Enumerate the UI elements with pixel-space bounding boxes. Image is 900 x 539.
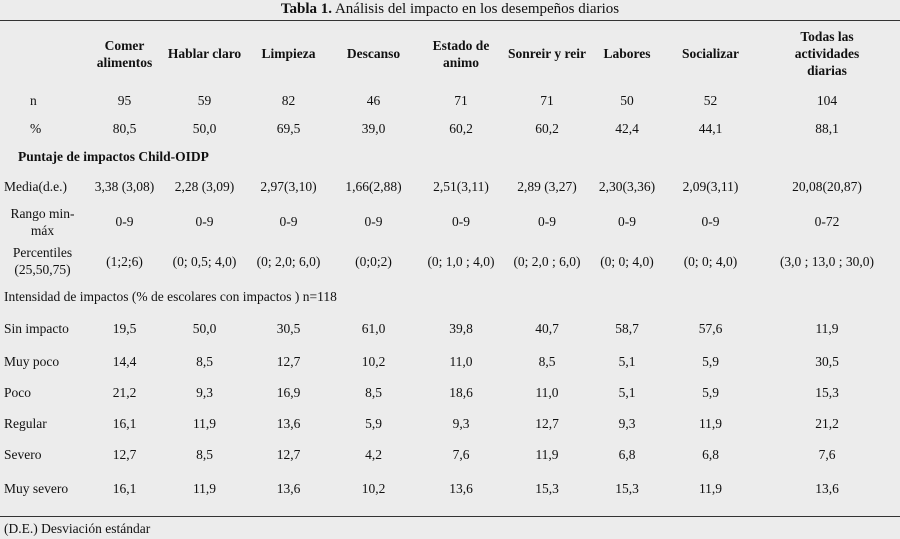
table-cell: 0-72 bbox=[814, 214, 840, 229]
table-title bbox=[0, 0, 900, 19]
table-cell: 16,1 bbox=[112, 480, 137, 496]
header-cell: Descanso bbox=[346, 46, 401, 61]
table-cell: 2,97(3,10) bbox=[260, 179, 317, 194]
row-label: n bbox=[30, 92, 37, 108]
table-cell: 12,7 bbox=[535, 416, 559, 431]
table-cell: (0; 2,0; 6,0) bbox=[256, 253, 321, 269]
table-cell: 13,6 bbox=[276, 480, 301, 496]
row-label: Severo bbox=[4, 447, 42, 462]
table-cell: 5,9 bbox=[365, 416, 382, 431]
table-cell: 2,89 (3,27) bbox=[517, 179, 577, 194]
table-cell: 104 bbox=[816, 92, 838, 108]
table-row bbox=[0, 310, 900, 346]
table-row bbox=[0, 470, 900, 506]
table-cell: 9,3 bbox=[452, 416, 470, 431]
section-heading: Intensidad de impactos (% de escolares con impactos ) n=118 bbox=[4, 288, 337, 304]
table-cell: 60,2 bbox=[449, 120, 473, 136]
table-cell: 13,6 bbox=[815, 480, 839, 496]
table-cell: 9,3 bbox=[196, 385, 213, 400]
table-cell: 0-9 bbox=[115, 214, 134, 229]
table-cell: 8,5 bbox=[538, 354, 556, 369]
table-cell: 69,5 bbox=[276, 120, 301, 136]
table-cell: 8,5 bbox=[196, 447, 213, 462]
table-row bbox=[0, 114, 900, 142]
table-cell: 58,7 bbox=[615, 320, 639, 336]
table-cell: 50,0 bbox=[192, 320, 217, 336]
table-row bbox=[0, 377, 900, 408]
bottom-rule bbox=[0, 516, 900, 517]
table-cell: 82 bbox=[281, 92, 296, 108]
table-cell: 8,5 bbox=[365, 385, 382, 400]
table-cell: 15,3 bbox=[615, 480, 639, 496]
table-cell: (1;2;6) bbox=[106, 253, 143, 269]
table-cell: 20,08(20,87) bbox=[792, 179, 862, 194]
table-cell: 5,1 bbox=[618, 354, 636, 369]
row-label: Percentiles (25,50,75) bbox=[12, 245, 73, 277]
table-cell: 11,0 bbox=[535, 385, 559, 400]
header-cell: Socializar bbox=[682, 46, 739, 61]
table-cell: 88,1 bbox=[815, 120, 839, 136]
table-cell: 3,38 (3,08) bbox=[94, 179, 155, 194]
header-cell: Limpieza bbox=[261, 46, 316, 61]
table-cell: 11,9 bbox=[192, 480, 217, 496]
table-cell: 0-9 bbox=[538, 214, 556, 229]
table-cell: 0-9 bbox=[701, 214, 720, 229]
table-cell: 52 bbox=[703, 92, 718, 108]
table-cell: 16,1 bbox=[112, 416, 137, 431]
row-label: Media(d.e.) bbox=[4, 179, 67, 194]
table-cell: 11,9 bbox=[815, 320, 839, 336]
table-row bbox=[0, 203, 900, 240]
table-cell: 12,7 bbox=[112, 447, 137, 462]
row-label: Sin impacto bbox=[4, 320, 69, 336]
header-cell: Labores bbox=[603, 46, 651, 61]
section-row bbox=[0, 282, 900, 310]
table-cell: (0;0;2) bbox=[355, 253, 392, 269]
table-cell: 44,1 bbox=[698, 120, 723, 136]
table-cell: 50,0 bbox=[192, 120, 217, 136]
table-cell: 8,5 bbox=[196, 354, 213, 369]
table-cell: 61,0 bbox=[361, 320, 386, 336]
header-empty bbox=[0, 21, 85, 86]
table-cell: 2,09(3,11) bbox=[682, 179, 739, 194]
table-cell: 13,6 bbox=[449, 480, 473, 496]
header-cell: Comer alimentos bbox=[96, 37, 153, 70]
table-cell: 2,30(3,36) bbox=[598, 179, 656, 194]
table-cell: 6,8 bbox=[702, 447, 719, 462]
row-label: Muy poco bbox=[4, 354, 60, 369]
table-cell: 59 bbox=[197, 92, 212, 108]
table-cell: 21,2 bbox=[112, 385, 137, 400]
header-row bbox=[0, 21, 900, 86]
table-cell: 11,9 bbox=[698, 416, 723, 431]
table-cell: 42,4 bbox=[615, 120, 639, 136]
table-cell: 0-9 bbox=[195, 214, 214, 229]
table-cell: 11,9 bbox=[535, 447, 559, 462]
table-cell: 2,28 (3,09) bbox=[174, 179, 235, 194]
table-cell: 10,2 bbox=[361, 354, 386, 369]
table-row bbox=[0, 408, 900, 439]
table-cell: 80,5 bbox=[112, 120, 137, 136]
table-cell: 95 bbox=[117, 92, 132, 108]
table-cell: 71 bbox=[540, 92, 554, 108]
header-cell: Estado de animo bbox=[432, 37, 490, 70]
header-cell: Sonreir y reir bbox=[508, 46, 586, 61]
table-cell: 16,9 bbox=[276, 385, 301, 400]
table-cell: 4,2 bbox=[365, 447, 382, 462]
table-cell: 11,9 bbox=[698, 480, 723, 496]
table-cell: (0; 0; 4,0) bbox=[683, 253, 738, 269]
impact-table bbox=[0, 21, 900, 506]
table-cell: (3,0 ; 13,0 ; 30,0) bbox=[779, 253, 875, 269]
header-cell: Hablar claro bbox=[167, 46, 242, 61]
table-cell: 10,2 bbox=[361, 480, 386, 496]
table-cell: 5,1 bbox=[618, 385, 636, 400]
table-cell: 13,6 bbox=[276, 416, 301, 431]
row-label: Muy severo bbox=[4, 480, 69, 496]
table-cell: 15,3 bbox=[535, 480, 559, 496]
row-label: Rango min-máx bbox=[10, 205, 75, 238]
table-row bbox=[0, 170, 900, 203]
table-cell: 2,51(3,11) bbox=[433, 179, 489, 194]
table-cell: 0-9 bbox=[364, 214, 383, 229]
header-cell: Todas las actividades diarias bbox=[794, 29, 860, 78]
table-cell: 5,9 bbox=[702, 354, 719, 369]
table-cell: (0; 0; 4,0) bbox=[600, 253, 654, 269]
table-cell: 0-9 bbox=[279, 214, 298, 229]
table-cell: 7,6 bbox=[818, 447, 836, 462]
table-cell: 30,5 bbox=[815, 354, 839, 369]
table-cell: 15,3 bbox=[815, 385, 839, 400]
table-cell: 57,6 bbox=[698, 320, 723, 336]
section-row bbox=[0, 142, 900, 170]
table-cell: 11,9 bbox=[192, 416, 217, 431]
table-cell: (0; 1,0 ; 4,0) bbox=[427, 253, 495, 269]
table-row bbox=[0, 439, 900, 470]
table-title-text: Análisis del impacto en los desempeños diarios bbox=[332, 1, 620, 17]
section-heading: Puntaje de impactos Child-OIDP bbox=[18, 148, 209, 164]
row-label: Poco bbox=[4, 385, 31, 400]
table-cell: 0-9 bbox=[452, 214, 470, 229]
footnote: (D.E.) Desviación estándar bbox=[4, 521, 151, 536]
table-row bbox=[0, 346, 900, 377]
table-cell: 11,0 bbox=[449, 354, 473, 369]
row-label: Regular bbox=[4, 416, 47, 431]
table-cell: (0; 2,0 ; 6,0) bbox=[513, 253, 581, 269]
table-cell: 60,2 bbox=[535, 120, 559, 136]
table-cell: 7,6 bbox=[452, 447, 470, 462]
table-cell: 6,8 bbox=[618, 447, 636, 462]
table-cell: 19,5 bbox=[112, 320, 137, 336]
table-cell: 18,6 bbox=[449, 385, 473, 400]
table-cell: 39,8 bbox=[449, 320, 473, 336]
table-title-number: Tabla 1. bbox=[280, 1, 333, 17]
table-cell: 14,4 bbox=[112, 354, 137, 369]
table-cell: (0; 0,5; 4,0) bbox=[172, 253, 237, 269]
table-cell: 12,7 bbox=[276, 447, 301, 462]
table-cell: 0-9 bbox=[618, 214, 636, 229]
table-cell: 12,7 bbox=[276, 354, 301, 369]
table-row bbox=[0, 86, 900, 114]
table-cell: 40,7 bbox=[535, 320, 559, 336]
row-label: % bbox=[30, 120, 42, 136]
table-cell: 71 bbox=[454, 92, 468, 108]
table-cell: 30,5 bbox=[276, 320, 301, 336]
table-cell: 39,0 bbox=[361, 120, 386, 136]
table-cell: 9,3 bbox=[618, 416, 636, 431]
table-cell: 46 bbox=[366, 92, 381, 108]
table-row bbox=[0, 240, 900, 282]
table-cell: 21,2 bbox=[815, 416, 839, 431]
table-cell: 1,66(2,88) bbox=[345, 179, 402, 194]
table-cell: 50 bbox=[620, 92, 634, 108]
table-cell: 5,9 bbox=[702, 385, 719, 400]
